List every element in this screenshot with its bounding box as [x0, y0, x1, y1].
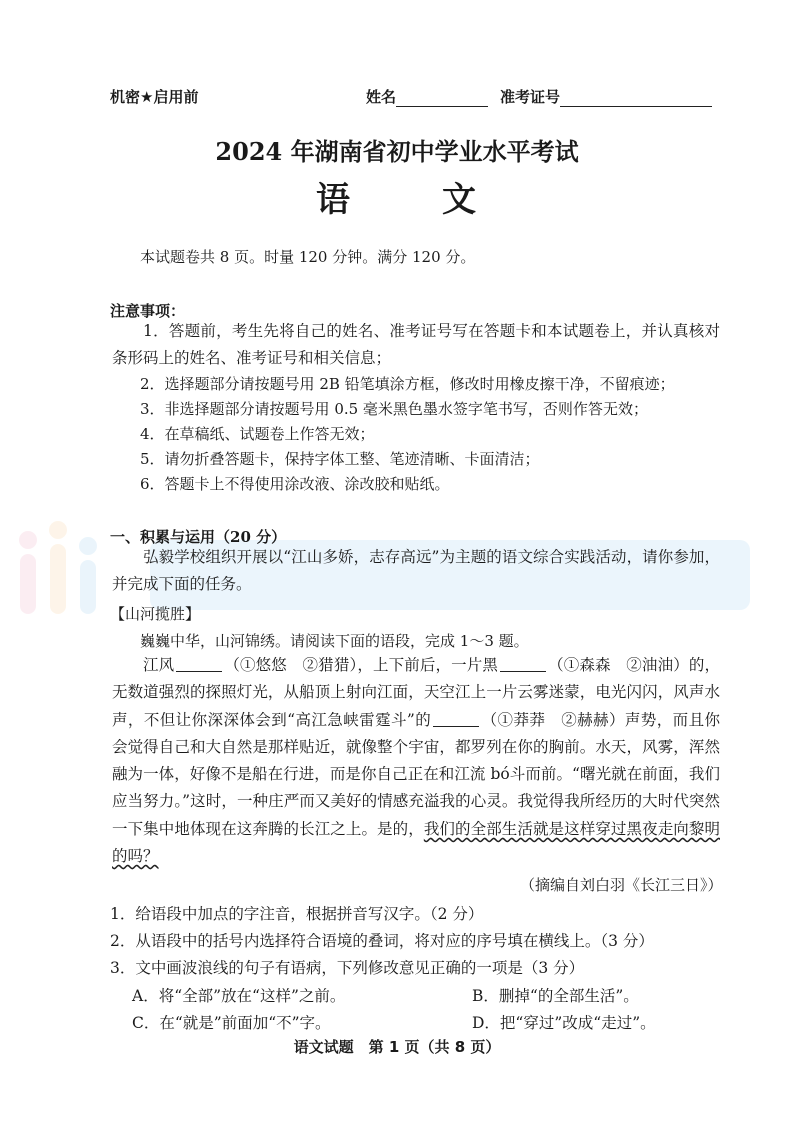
exam-id-field — [500, 86, 712, 107]
option-d: D．把“穿过”改成“走过”。 — [472, 1014, 656, 1032]
passage-lead: 巍巍中华，山河锦绣。请阅读下面的语段，完成 1～3 题。 — [140, 632, 529, 650]
exam-intro: 本试题卷共 8 页。时量 120 分钟。满分 120 分。 — [140, 248, 476, 266]
answer-blank-2 — [500, 657, 546, 672]
task-label: 【山河揽胜】 — [110, 605, 201, 623]
exam-id-label: 准考证号 — [500, 88, 561, 106]
name-field — [366, 86, 488, 107]
passage-part-1: 江风 — [143, 656, 175, 674]
passage — [112, 652, 720, 870]
option-c: C．在“就是”前面加“不”字。 — [132, 1014, 331, 1032]
subject-char-1: 语 — [316, 180, 352, 220]
option-b: B．删掉“的全部生活”。 — [472, 987, 639, 1005]
name-label: 姓名 — [366, 88, 397, 106]
passage-source: （摘编自刘白羽《长江三日》） — [520, 876, 723, 894]
passage-part-2: （①悠悠 ②猎猎），上下前后，一片黑 — [224, 656, 499, 674]
question-1: 1．给语段中加点的字注音，根据拼音写汉字。（2 分） — [110, 905, 484, 923]
passage-part-3: （①森森 ②油油）的，无数道强烈的探照灯光，从船顶上射向江面，天空江上一片云雾迷蒙，电光闪闪，风声水声，不但让你深深体会到“高江急峡雷霆斗”的 — [112, 656, 720, 729]
notice-item-4: 4．在草稿纸、试题卷上作答无效； — [140, 425, 375, 443]
subject-char-2: 文 — [442, 180, 478, 220]
page-footer: 语文试题 第 1 页（共 8 页） — [293, 1038, 501, 1056]
notice-item-2: 2．选择题部分请按题号用 2B 铅笔填涂方框，修改时用橡皮擦干净，不留痕迹； — [140, 375, 675, 393]
subject-title — [0, 172, 794, 221]
section-heading: 一、积累与运用（20 分） — [110, 528, 287, 546]
wavy-underlined-sentence: 我们的全部生活就是这样穿过黑夜走向黎明的吗？ — [112, 819, 720, 866]
notice-item-1: 1．答题前，考生先将自己的姓名、准考证号写在答题卡和本试题卷上，并认真核对条形码上的姓名、准考证号和相关信息； — [112, 322, 720, 368]
passage-part-4: （①莽莽 ②赫赫）声势，而且你会觉得自己和大自然是那样贴近，就像整个宇宙，都罗列在你的胸前。水天，风雾，浑然融为一体，好像不是船在行进，而是你自己正在和江流 bó斗而前。“曙光就在前面，我们应当努力。”这时，一种庄严而又美好的情感充溢我的心灵。我觉得我所经历的大时代突然一下集中地体现在这奔腾的长江之上。是的， — [112, 710, 720, 838]
question-3: 3．文中画波浪线的句子有语病，下列修改意见正确的一项是（3 分） — [110, 959, 585, 977]
question-2: 2．从语段中的括号内选择符合语境的叠词，将对应的序号填在横线上。（3 分） — [110, 932, 654, 950]
notice-item-3: 3．非选择题部分请按题号用 0.5 毫米黑色墨水签字笔书写，否则作答无效； — [140, 400, 648, 418]
notice-heading: 注意事项： — [110, 302, 186, 320]
answer-blank-3 — [433, 712, 479, 727]
option-a: A．将“全部”放在“这样”之前。 — [132, 987, 346, 1005]
name-underline — [396, 90, 488, 107]
answer-blank-1 — [176, 657, 222, 672]
notice-item-6: 6．答题卡上不得使用涂改液、涂改胶和贴纸。 — [140, 475, 450, 493]
notice-item-5: 5．请勿折叠答题卡，保持字体工整、笔迹清晰、卡面清洁； — [140, 450, 540, 468]
exam-id-underline — [560, 90, 712, 107]
exam-title: 2024 年湖南省初中学业水平考试 — [215, 137, 579, 166]
section-intro: 弘毅学校组织开展以“江山多娇，志存高远”为主题的语文综合实践活动，请你参加，并完成下面的任务。 — [112, 548, 720, 594]
confidential-mark: 机密★启用前 — [110, 88, 199, 106]
